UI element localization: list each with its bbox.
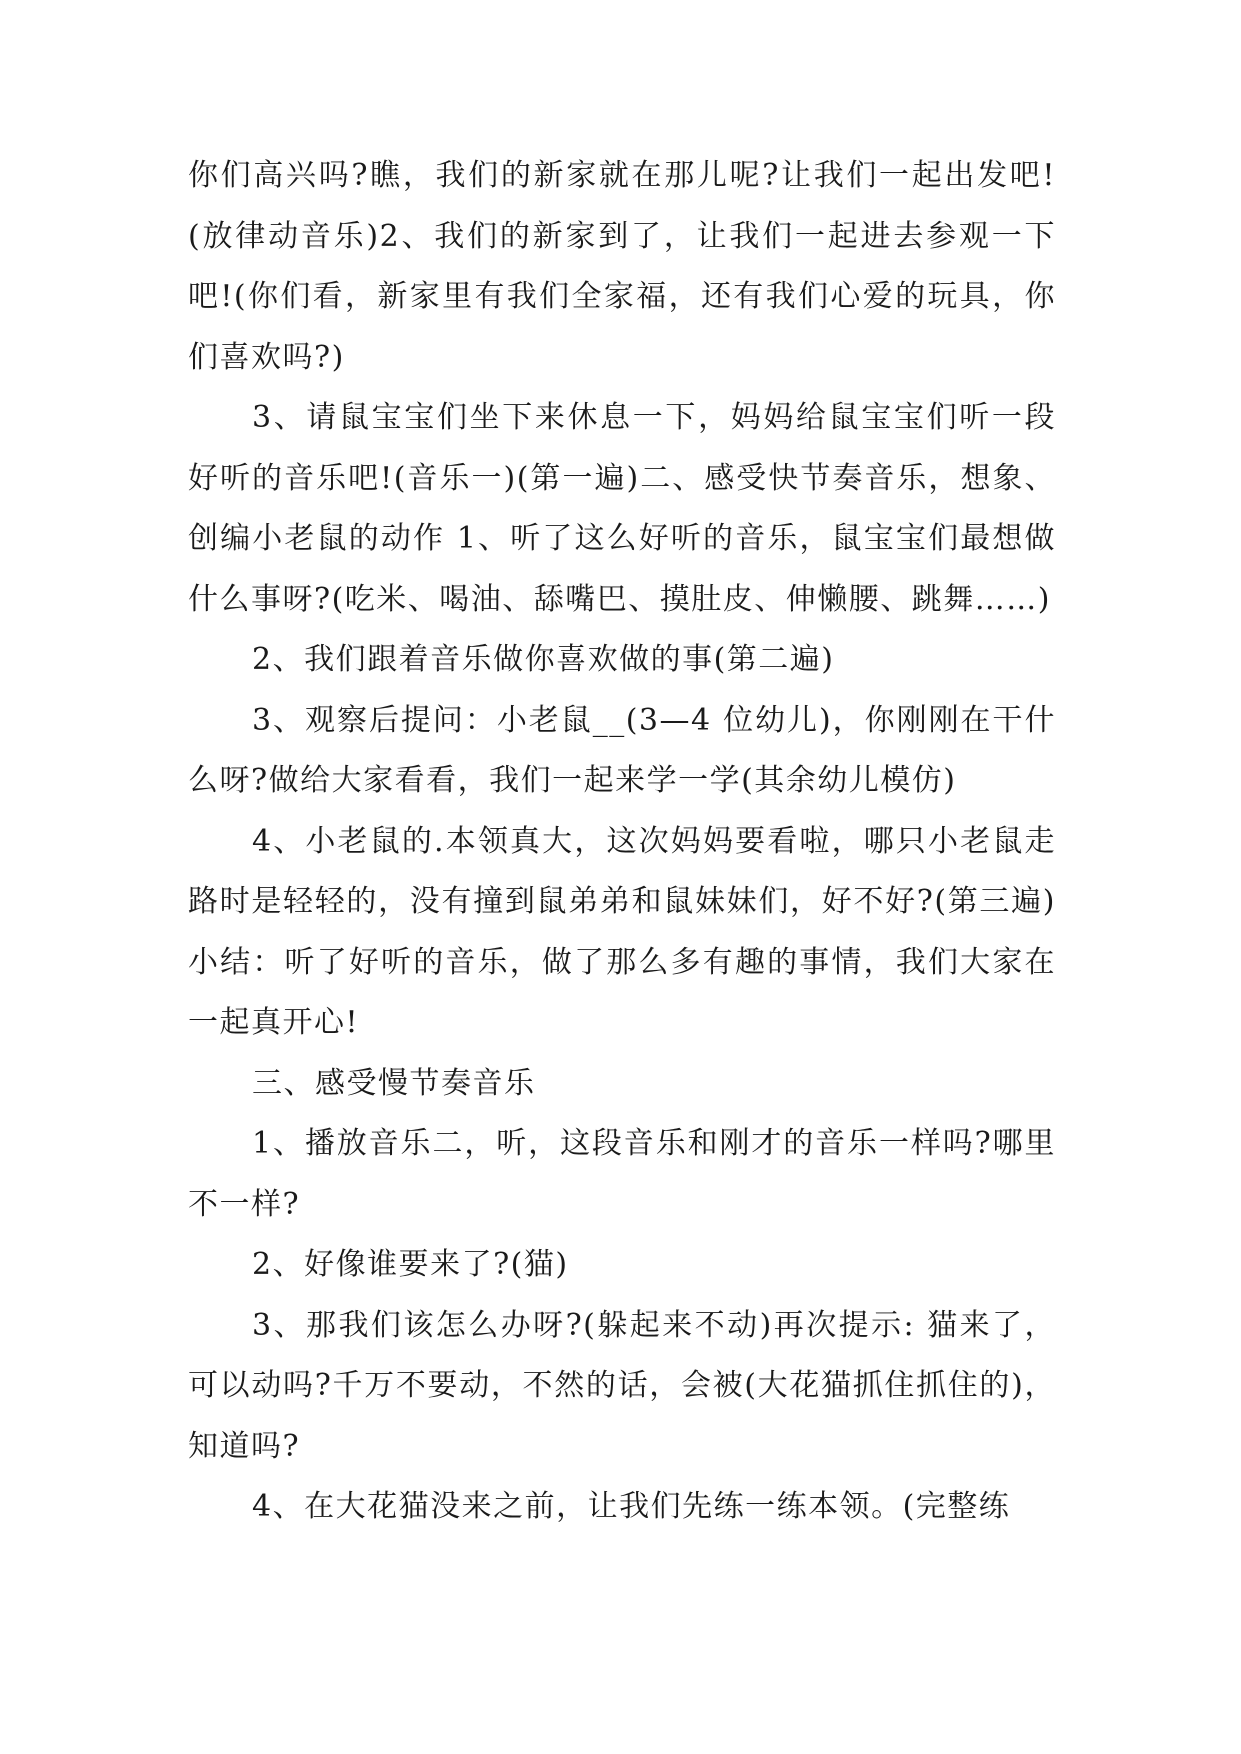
paragraph: 2、我们跟着音乐做你喜欢做的事(第二遍) [252,642,835,677]
paragraph: 2、好像谁要来了?(猫) [252,1247,569,1282]
document-page [188,146,1056,1538]
section-heading: 三、感受慢节奏音乐 [252,1065,536,1101]
paragraph: 1、播放音乐二，听，这段音乐和刚才的音乐一样吗?哪里不一样? [188,1126,1056,1222]
paragraph: 4、在大花猫没来之前，让我们先练一练本领。(完整练 [252,1489,1011,1524]
paragraph: 3、那我们该怎么办呀?(躲起来不动)再次提示: 猫来了，可以动吗?千万不要动，不然的话，会被(大花猫抓住抓住的)，知道吗? [188,1307,1056,1464]
paragraph: 你们高兴吗?瞧，我们的新家就在那儿呢?让我们一起出发吧!(放律动音乐)2、我们的新家到了，让我们一起进去参观一下吧!(你们看，新家里有我们全家福，还有我们心爱的玩具，你们喜欢吗?) [188,158,1056,375]
paragraph: 3、请鼠宝宝们坐下来休息一下，妈妈给鼠宝宝们听一段好听的音乐吧!(音乐一)(第一遍)二、感受快节奏音乐，想象、创编小老鼠的动作 1、听了这么好听的音乐，鼠宝宝们最想做什么事呀?(吃米、喝油、舔嘴巴、摸肚皮、伸懒腰、跳舞……) [188,400,1056,617]
paragraph: 4、小老鼠的.本领真大，这次妈妈要看啦，哪只小老鼠走路时是轻轻的，没有撞到鼠弟弟和鼠妹妹们，好不好?(第三遍)小结：听了好听的音乐，做了那么多有趣的事情，我们大家在一起真开心! [188,823,1056,1040]
paragraph: 3、观察后提问：小老鼠__(3—4 位幼儿)，你刚刚在干什么呀?做给大家看看，我们一起来学一学(其余幼儿模仿) [188,702,1056,798]
